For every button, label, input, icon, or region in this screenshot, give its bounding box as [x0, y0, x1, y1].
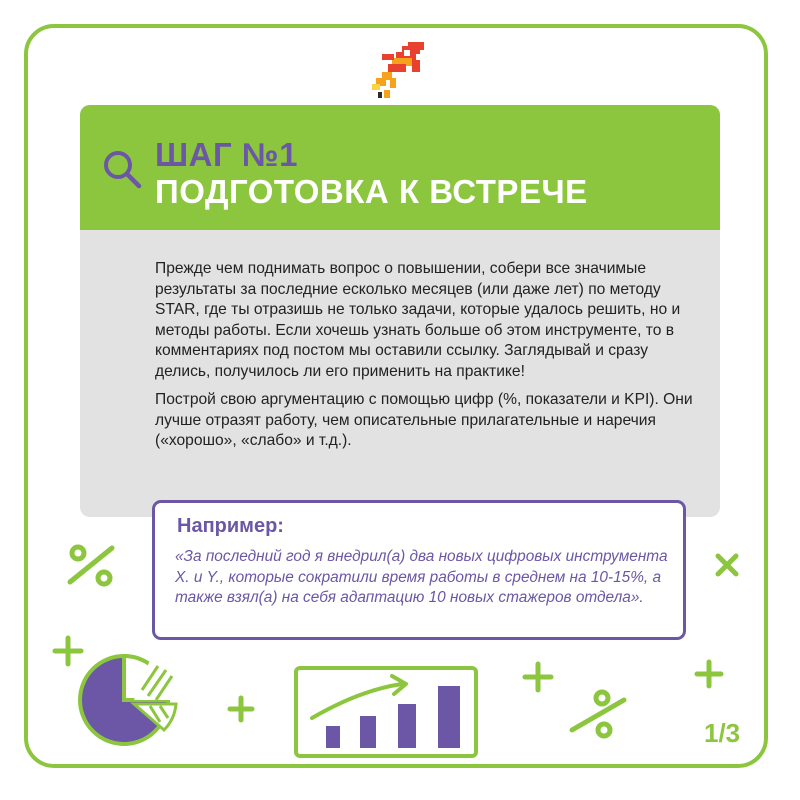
example-text: «За последний год я внедрил(а) два новых цифровых инструмента X. и Y., которые сократили время работы в среднем на 10-15%, а также взял(а) на себя адаптацию 10 новых стажеров отдела». [175, 548, 668, 606]
paragraph-2: Построй свою аргументацию с помощью цифр (%, показатели и KPI). Они лучше отразят работу, чем описательные прилагательные и наречия («хорошо», «слабо» и т.д.). [155, 391, 693, 449]
page-number: 1/3 [704, 718, 741, 748]
percent-icon [572, 692, 624, 736]
cross-icon [718, 556, 736, 574]
plus-icon [697, 662, 721, 686]
percent-icon [70, 547, 112, 584]
step-number: ШАГ №1 [155, 136, 299, 173]
pie-chart-icon [80, 656, 178, 744]
plus-icon [525, 664, 551, 690]
paragraph-1: Прежде чем поднимать вопрос о повышении, собери все значимые результаты за последние есколько месяцев (или даже лет) по методу STAR, где ты отразишь не только задачи, которые удалось решить, но и методы работы. Если хочешь узнать больше об этом инструменте, то в комментариях под постом мы оставили ссылку. Заглядывай и сразу делись, получилось ли его применить на практике! [155, 260, 681, 380]
plus-icon [55, 638, 81, 664]
example-title: Например: [177, 515, 284, 537]
growth-chart-icon [296, 668, 476, 756]
plus-icon [230, 698, 252, 720]
step-title: ПОДГОТОВКА К ВСТРЕЧЕ [155, 173, 588, 210]
